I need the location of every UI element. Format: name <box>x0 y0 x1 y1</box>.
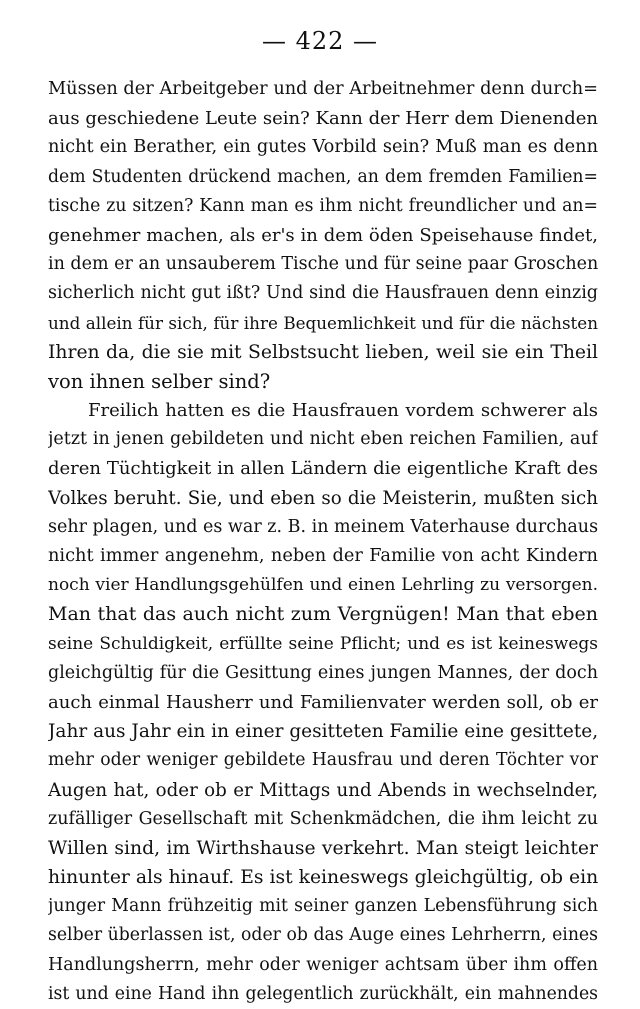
text-line: Willen sind, im Wirthshause verkehrt. Man steigt leichter <box>48 837 598 859</box>
text-line: zufälliger Gesellschaft mit Schenkmädchen, die ihm leicht zu <box>48 808 598 829</box>
text-line: Handlungsherrn, mehr oder weniger achtsam über ihm offen <box>48 954 598 975</box>
text-line: dem Studenten drückend machen, an dem fremden Familien= <box>48 166 598 187</box>
text-line: und allein für sich, für ihre Bequemlichkeit und für die nächsten <box>48 312 598 333</box>
text-line: tische zu sitzen? Kann man es ihm nicht freundlicher und an= <box>48 195 598 216</box>
page-number: — 422 — <box>261 27 379 55</box>
text-line: in dem er an unsauberem Tische und für seine paar Groschen <box>48 254 598 275</box>
paragraph-start-line: Freilich hatten es die Hausfrauen vordem schwerer als <box>88 400 598 422</box>
paragraph-end-line: von ihnen selber sind? <box>48 369 271 393</box>
text-line: junger Mann frühzeitig mit seiner ganzen Lebensführung sich <box>48 896 598 917</box>
text-line: genehmer machen, als er's in dem öden Speisehause findet, <box>48 224 598 246</box>
text-line: gleichgültig für die Gesittung eines jungen Mannes, der doch <box>48 662 598 683</box>
text-line: seine Schuldigkeit, erfüllte seine Pflicht; und es ist keineswegs <box>48 633 598 654</box>
text-line: auch einmal Hausherr und Familienvater werden soll, ob er <box>48 691 598 713</box>
text-line: nicht ein Berather, ein gutes Vorbild sein? Muß man es denn <box>48 137 598 158</box>
text-line: sicherlich nicht gut ißt? Und sind die Hausfrauen denn einzig <box>48 283 598 304</box>
text-line: hinunter als hinauf. Es ist keineswegs gleichgültig, ob ein <box>48 867 598 889</box>
text-line: aus geschiedene Leute sein? Kann der Herr dem Dienenden <box>48 108 598 130</box>
text-line: sehr plagen, und es war z. B. in meinem Vaterhause durchaus <box>48 516 598 537</box>
text-line: selber überlassen ist, oder ob das Auge eines Lehrherrn, eines <box>48 925 598 946</box>
text-line: noch vier Handlungsgehülfen und einen Lehrling zu versorgen. <box>48 575 598 596</box>
text-line: Jahr aus Jahr ein in einer gesitteten Familie eine gesittete, <box>48 721 598 743</box>
text-line: Man that das auch nicht zum Vergnügen! Man that eben <box>48 603 598 626</box>
text-line: Ihren da, die sie mit Selbstsucht lieben, weil sie ein Theil <box>48 341 598 363</box>
text-line: jetzt in jenen gebildeten und nicht eben reichen Familien, auf <box>48 429 598 450</box>
text-line: ist und eine Hand ihn gelegentlich zurückhält, ein mahnendes <box>48 983 598 1004</box>
text-line: nicht immer angenehm, neben der Familie von acht Kindern <box>48 546 598 566</box>
text-line: Volkes beruht. Sie, und eben so die Meisterin, mußten sich <box>48 487 598 509</box>
text-line: Müssen der Arbeitgeber und der Arbeitnehmer denn durch= <box>48 79 598 99</box>
text-line: Augen hat, oder ob er Mittags und Abends in wechselnder, <box>48 779 598 801</box>
text-line: mehr oder weniger gebildete Hausfrau und deren Töchter vor <box>48 750 598 771</box>
text-line: deren Tüchtigkeit in allen Ländern die eigentliche Kraft des <box>48 458 598 480</box>
body-text <box>48 75 598 1009</box>
